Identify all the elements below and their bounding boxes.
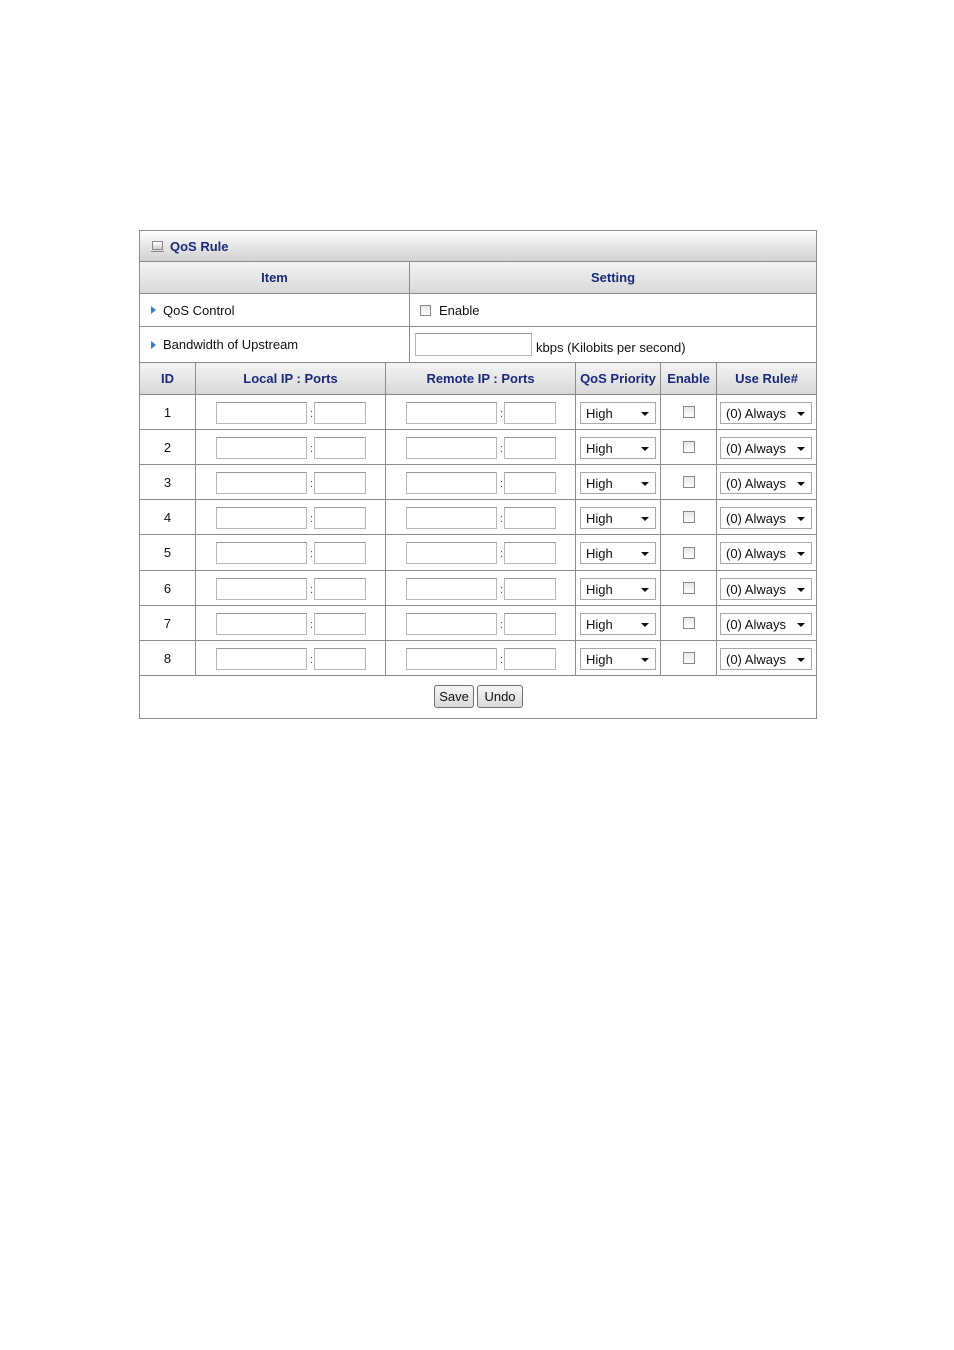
use-rule-select[interactable] [720,578,812,600]
row-id: 3 [163,474,172,490]
qos-enable-label: Enable [439,302,480,318]
local-port-input[interactable] [314,648,366,670]
bandwidth-unit: kbps (Kilobits per second) [536,340,686,355]
local-ip-input[interactable] [216,437,307,459]
local-ip-cell [196,535,386,570]
local-ip-input[interactable] [216,542,307,564]
button-row [140,676,816,718]
row-id: 6 [163,580,172,596]
priority-select[interactable] [580,507,656,529]
enable-cell [661,395,717,429]
remote-separator: : [500,584,504,596]
local-separator: : [310,443,314,455]
local-port-input[interactable] [314,507,366,529]
remote-ip-input[interactable] [406,507,497,529]
local-port-input[interactable] [314,437,366,459]
priority-value: High [586,510,613,526]
remote-separator: : [500,478,504,490]
col-remote-ip: Remote IP : Ports [386,363,576,395]
chevron-down-icon [641,588,649,592]
window-icon [152,241,163,250]
priority-select[interactable] [580,472,656,494]
panel-titlebar [140,231,816,262]
remote-ip-input[interactable] [406,542,497,564]
remote-ip-cell [386,571,576,605]
col-use-rule: Use Rule# [717,363,816,395]
rule-enable-checkbox[interactable] [683,547,695,559]
qos-enable-checkbox[interactable] [420,305,431,316]
remote-ip-input[interactable] [406,578,497,600]
row-id: 7 [163,615,172,631]
enable-cell [661,500,717,534]
local-ip-input[interactable] [216,472,307,494]
remote-ip-cell [386,465,576,499]
local-ip-cell [196,641,386,675]
priority-cell [576,465,661,499]
row-id-cell [140,500,196,534]
remote-port-input[interactable] [504,402,556,424]
remote-ip-input[interactable] [406,613,497,635]
local-port-input[interactable] [314,472,366,494]
remote-ip-cell [386,606,576,640]
use-rule-cell [717,641,816,675]
priority-cell [576,535,661,570]
priority-value: High [586,475,613,491]
enable-cell [661,465,717,499]
use-rule-value: (0) Always [726,616,786,632]
chevron-down-icon [641,412,649,416]
row-id: 5 [163,545,172,560]
rule-enable-checkbox[interactable] [683,406,695,418]
remote-separator: : [500,619,504,631]
local-ip-input[interactable] [216,648,307,670]
remote-port-input[interactable] [504,472,556,494]
local-ip-cell [196,606,386,640]
use-rule-value: (0) Always [726,440,786,456]
priority-select[interactable] [580,542,656,564]
local-port-input[interactable] [314,578,366,600]
priority-cell [576,606,661,640]
table-row [140,430,816,465]
col-id: ID [140,363,196,395]
remote-ip-input[interactable] [406,437,497,459]
use-rule-cell [717,395,816,429]
enable-cell [661,571,717,605]
remote-separator: : [500,443,504,455]
bandwidth-label: Bandwidth of Upstream [163,337,299,352]
chevron-down-icon [641,482,649,486]
priority-select[interactable] [580,578,656,600]
use-rule-value: (0) Always [726,405,786,421]
use-rule-select[interactable] [720,613,812,635]
chevron-down-icon [797,623,805,627]
table-row [140,535,816,571]
remote-port-input[interactable] [504,507,556,529]
priority-value: High [586,651,613,667]
qos-control-label: QoS Control [163,302,235,318]
use-rule-select[interactable] [720,507,812,529]
rule-enable-checkbox[interactable] [683,617,695,629]
local-ip-cell [196,571,386,605]
chevron-down-icon [641,658,649,662]
remote-port-input[interactable] [504,542,556,564]
use-rule-select[interactable] [720,542,812,564]
rule-enable-checkbox[interactable] [683,511,695,523]
local-port-input[interactable] [314,542,366,564]
remote-separator: : [500,548,504,560]
local-separator: : [310,654,314,666]
local-separator: : [310,478,314,490]
table-row [140,606,816,641]
row-id-cell [140,641,196,675]
qos-control-setting [410,294,816,326]
remote-ip-cell [386,395,576,429]
priority-select[interactable] [580,613,656,635]
use-rule-select[interactable] [720,437,812,459]
enable-cell [661,430,717,464]
undo-button[interactable]: Undo [477,685,523,708]
local-separator: : [310,584,314,596]
remote-separator: : [500,513,504,525]
enable-cell [661,606,717,640]
bandwidth-input[interactable] [415,333,532,356]
enable-cell [661,641,717,675]
use-rule-select[interactable] [720,472,812,494]
remote-port-input[interactable] [504,648,556,670]
panel-title: QoS Rule [170,239,229,254]
local-ip-input[interactable] [216,402,307,424]
qos-control-row [140,294,816,327]
row-id-cell [140,606,196,640]
use-rule-value: (0) Always [726,581,786,597]
priority-value: High [586,581,613,597]
chevron-down-icon [797,412,805,416]
remote-ip-input[interactable] [406,472,497,494]
priority-select[interactable] [580,402,656,424]
row-id: 4 [163,509,172,525]
priority-cell [576,395,661,429]
remote-separator: : [500,408,504,420]
local-ip-cell [196,395,386,429]
local-ip-input[interactable] [216,613,307,635]
chevron-down-icon [641,517,649,521]
use-rule-cell [717,430,816,464]
use-rule-cell [717,571,816,605]
priority-select[interactable] [580,648,656,670]
use-rule-cell [717,465,816,499]
rule-enable-checkbox[interactable] [683,652,695,664]
remote-ip-input[interactable] [406,402,497,424]
priority-cell [576,641,661,675]
chevron-down-icon [797,447,805,451]
local-ip-cell [196,500,386,534]
local-separator: : [310,408,314,420]
col-local-ip: Local IP : Ports [196,363,386,395]
local-port-input[interactable] [314,402,366,424]
priority-value: High [586,440,613,456]
use-rule-value: (0) Always [726,510,786,526]
triangle-right-icon [151,341,156,349]
remote-port-input[interactable] [504,578,556,600]
header-setting: Setting [410,262,816,294]
chevron-down-icon [641,447,649,451]
row-id: 2 [163,439,172,455]
local-separator: : [310,548,314,560]
local-separator: : [310,513,314,525]
priority-value: High [586,545,613,561]
use-rule-cell [717,606,816,640]
priority-cell [576,500,661,534]
use-rule-value: (0) Always [726,651,786,667]
row-id-cell [140,395,196,429]
local-ip-cell [196,465,386,499]
chevron-down-icon [797,588,805,592]
row-id: 1 [163,404,172,420]
local-ip-input[interactable] [216,507,307,529]
remote-ip-cell [386,535,576,570]
table-row [140,500,816,535]
bandwidth-setting [410,327,816,362]
use-rule-value: (0) Always [726,545,786,561]
rule-enable-checkbox[interactable] [683,441,695,453]
rule-enable-checkbox[interactable] [683,582,695,594]
local-port-input[interactable] [314,613,366,635]
table-row [140,465,816,500]
table-row [140,571,816,606]
row-id: 8 [163,650,172,666]
chevron-down-icon [797,517,805,521]
qos-rule-panel [139,230,817,719]
priority-cell [576,430,661,464]
table-row [140,395,816,430]
priority-select[interactable] [580,437,656,459]
table-row [140,641,816,676]
remote-port-input[interactable] [504,613,556,635]
rule-enable-checkbox[interactable] [683,476,695,488]
row-id-cell [140,535,196,570]
priority-value: High [586,616,613,632]
chevron-down-icon [641,552,649,556]
local-ip-input[interactable] [216,578,307,600]
remote-ip-input[interactable] [406,648,497,670]
use-rule-select[interactable] [720,648,812,670]
use-rule-select[interactable] [720,402,812,424]
local-ip-cell [196,430,386,464]
use-rule-cell [717,535,816,570]
row-id-cell [140,465,196,499]
priority-cell [576,571,661,605]
enable-cell [661,535,717,570]
qos-control-item [140,294,410,326]
bandwidth-item [140,327,410,362]
use-rule-value: (0) Always [726,475,786,491]
remote-ip-cell [386,641,576,675]
priority-value: High [586,405,613,421]
chevron-down-icon [797,658,805,662]
chevron-down-icon [641,623,649,627]
remote-ip-cell [386,500,576,534]
chevron-down-icon [797,552,805,556]
chevron-down-icon [797,482,805,486]
remote-separator: : [500,654,504,666]
save-button[interactable]: Save [434,685,474,708]
bandwidth-row [140,327,816,363]
use-rule-cell [717,500,816,534]
row-id-cell [140,430,196,464]
row-id-cell [140,571,196,605]
remote-ip-cell [386,430,576,464]
header-item: Item [140,262,410,294]
local-separator: : [310,619,314,631]
remote-port-input[interactable] [504,437,556,459]
triangle-right-icon [151,306,156,314]
col-qos-priority: QoS Priority [576,363,661,395]
col-enable: Enable [661,363,717,395]
